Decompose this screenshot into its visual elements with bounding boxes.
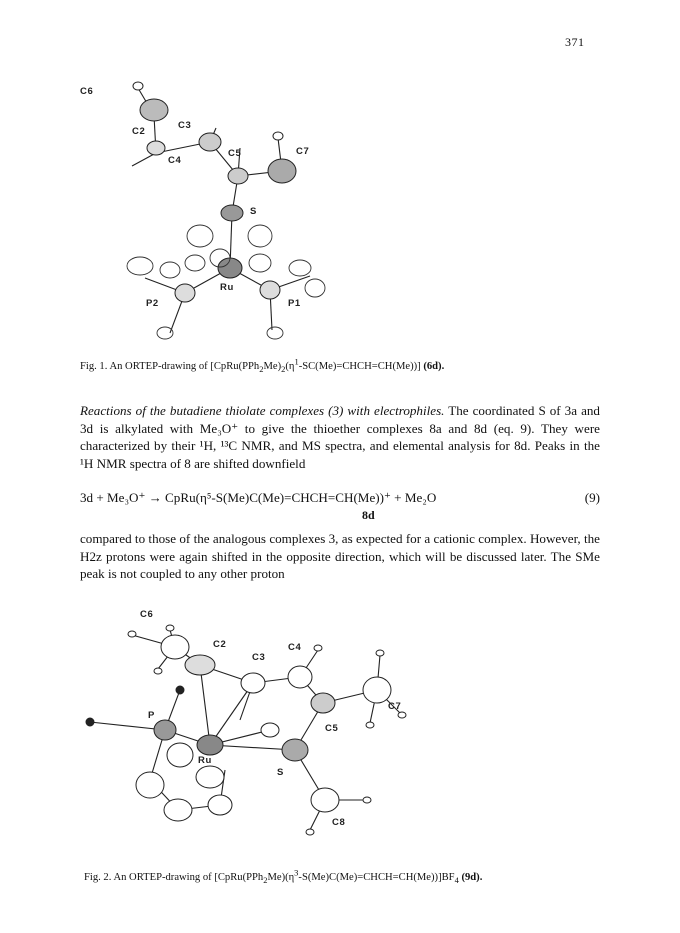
atom-label-c4: C4 — [288, 642, 302, 653]
atom-label-c6: C6 — [140, 609, 154, 620]
atom-label-p: P — [148, 710, 155, 721]
atom-label-c2: C2 — [132, 126, 146, 137]
figure-1-caption-label: Fig. 1. — [80, 361, 108, 372]
atom-label-s: S — [277, 767, 284, 778]
atom-label-c5: C5 — [325, 723, 339, 734]
atom-label-c7: C7 — [388, 701, 402, 712]
atom-label-c5: C5 — [228, 148, 242, 159]
atom-label-ru: Ru — [198, 755, 212, 766]
figure-1-compound-label: (6d). — [423, 361, 445, 372]
atom-label-c8: C8 — [332, 817, 346, 828]
page-number: 371 — [565, 35, 585, 49]
equation-number: (9) — [584, 490, 600, 505]
figure-2-caption: Fig. 2. An ORTEP-drawing of $[CpRu(PPh_2Me)(\eta^3-S(Me)C(Me)=CHCH=CH(Me))]BF_4$ (9d). — [84, 867, 483, 886]
paragraph-2-body: compared to those of the analogous complexes 3, as expected for a cationic complex. However, the H2z protons were again shifted in the opposite direction, which will be discussed later. The SMe peak is not coupled to any other proton — [80, 531, 600, 582]
equation-body: 3d + Me₃O⁺ → CpRu(η⁵-S(Me)C(Me)=CHCH=CH(Me))⁺ + Me₂O — [80, 490, 437, 505]
atom-label-ru: Ru — [220, 282, 234, 293]
atom-label-p1: P1 — [288, 298, 301, 309]
paragraph-1-body: The coordinated S of 3a and 3d is alkylated with Me₃O⁺ to give the thioether complexes 8a and 8d (eq. 9). They were characterized by their ¹H, ¹³C NMR, and MS spectra, and elemental analysis for 8d. Peaks in the ¹H NMR spectra of 8 are shifted downfield — [80, 403, 600, 471]
section-paragraph-1 — [80, 402, 600, 472]
atom-label-p2: P2 — [146, 298, 159, 309]
atom-label-c6: C6 — [80, 86, 94, 97]
atom-label-s: S — [250, 206, 257, 217]
equation-9 — [80, 490, 600, 522]
atom-label-c7: C7 — [296, 146, 310, 157]
figure-1-caption: Fig. 1. An ORTEP-drawing of $[CpRu(PPh_2Me)_2(\eta^1-SC(Me)=CHCH=CH(Me))]$ (6d). — [80, 356, 445, 375]
figure-2-caption-label: Fig. 2. — [84, 872, 112, 883]
atom-label-c2: C2 — [213, 639, 227, 650]
equation-product-label: 8d — [362, 508, 375, 522]
figure-2-ortep-drawing — [70, 595, 430, 865]
section-paragraph-2 — [80, 530, 600, 583]
atom-label-c4: C4 — [168, 155, 182, 166]
atom-label-c3: C3 — [178, 120, 192, 131]
figure-1-ortep-drawing — [60, 48, 360, 353]
atom-label-c3: C3 — [252, 652, 266, 663]
figure-2-compound-label: (9d). — [461, 872, 483, 883]
run-in-heading: Reactions of the butadiene thiolate complexes (3) with electrophiles. — [80, 403, 445, 418]
